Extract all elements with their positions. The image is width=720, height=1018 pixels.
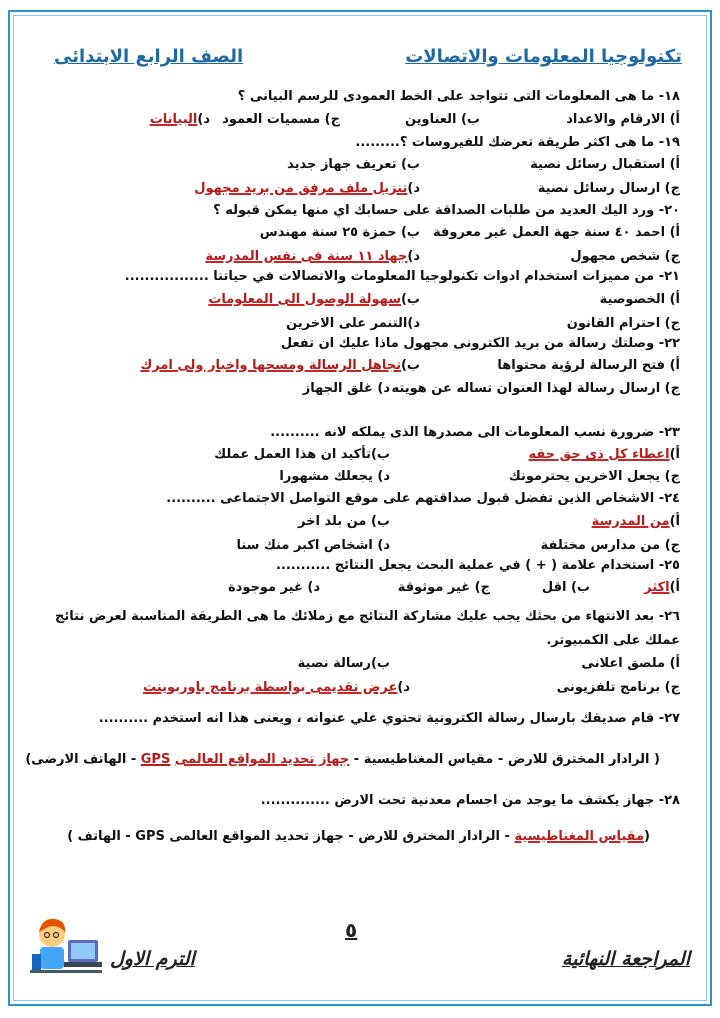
correct-answer: تجاهل الرسالة ومسحها واخبار ولى امرك	[140, 358, 401, 373]
question-19	[34, 134, 680, 151]
question-18	[34, 88, 680, 105]
option-a: أ)اعطاء كل ذى حق حقه	[528, 447, 680, 462]
option-b: ب)تجاهل الرسالة ومسحها واخبار ولى امرك	[140, 358, 420, 373]
option-c: ج) مسميات العمود	[222, 112, 340, 127]
option-d: د)جهاد ١١ سنة فى نفس المدرسة	[205, 249, 420, 264]
correct-answer: سهولة الوصول الى المعلومات	[208, 292, 401, 307]
correct-answer: من المدرسة	[591, 514, 670, 529]
question-23	[34, 424, 680, 441]
question-26	[34, 605, 680, 653]
gps-label: GPS	[135, 829, 165, 844]
option-c: ج) غير موثوقة	[397, 580, 490, 595]
option-b: ب)سهولة الوصول الى المعلومات	[208, 292, 420, 307]
option-a: أ) ملصق اعلانى	[581, 656, 680, 671]
option-d: د) غلق الجهاز	[302, 381, 390, 396]
option-3: جهاز تحديد المواقع العالمى	[169, 829, 344, 844]
question-text: ١٩- ما هى اكثر طريقة تعرضك للفيروسات ؟.........	[355, 135, 680, 150]
question-text: ٢٧- قام صديقك بارسال رسالة الكترونية تحتوي علي عنوانه ، ويعنى هذا انه استخدم ..........	[98, 711, 680, 726]
option-d: د)التنمر على الاخرين	[286, 316, 420, 331]
correct-answer: جهاد ١١ سنة فى نفس المدرسة	[205, 249, 408, 264]
option-2: مقياس المغناطيسية	[363, 752, 494, 767]
question-text: ١٨- ما هى المعلومات التى تتواجد على الخط العمودى للرسم البيانى ؟	[237, 89, 680, 104]
correct-answer: عرض تقديمى بواسطة برنامج باوربوينت	[143, 680, 398, 695]
separator: -	[348, 829, 354, 844]
question-text: ٢٠- ورد اليك العديد من طلبات الصداقة على حسابك اي منها يمكن قبوله ؟	[213, 203, 680, 218]
option-d: د) اشخاص اكبر منك سنا	[236, 538, 390, 553]
question-text: ٢٣- ضرورة نسب المعلومات الى مصدرها الذى يملكه لانه ..........	[270, 425, 680, 440]
student-clipart-icon	[28, 910, 104, 980]
option-a: أ)من المدرسة	[591, 514, 680, 529]
option-4: - الهاتف الارضى)	[25, 752, 137, 767]
correct-answer: تنزيل ملف مرفق من بريد مجهول	[194, 181, 408, 196]
option-d: د) يجعلك مشهورا	[279, 469, 390, 484]
option-c: ج) برنامج تلفزيونى	[556, 680, 680, 695]
option-b: ب) العناوين	[404, 112, 480, 127]
option-a: أ) فتح الرسالة لرؤية محتواها	[497, 358, 680, 373]
paren: (	[644, 829, 650, 844]
correct-answer: جهاز تحديد المواقع العالمى	[174, 752, 350, 767]
separator: -	[497, 752, 504, 767]
option-a: أ) الخصوصية	[599, 292, 680, 307]
question-20	[34, 202, 680, 219]
option-4: - الهاتف )	[67, 829, 131, 844]
option-c: ج) شخص مجهول	[570, 249, 680, 264]
option-d: د)عرض تقديمى بواسطة برنامج باوربوينت	[143, 680, 410, 695]
question-text: ٢٢- وصلتك رسالة من بريد الكترونى مجهول ماذا عليك ان تفعل	[280, 336, 680, 351]
option-d: د)تنزيل ملف مرفق من بريد مجهول	[194, 181, 420, 196]
option-c: ج) احترام القانون	[566, 316, 680, 331]
option-b: ب)تأكيد ان هذا العمل عملك	[214, 447, 390, 462]
correct-answer: البيانات	[149, 112, 198, 127]
question-text: ٢١- من مميزات استخدام ادوات تكنولوجيا المعلومات والاتصالات في حياتنا .................	[124, 269, 680, 284]
question-21	[34, 268, 680, 285]
option-d: د)البيانات	[149, 112, 210, 127]
question-text: ٢٤- الاشخاص الذين تفضل قبول صداقتهم على موقع التواصل الاجتماعى ..........	[166, 491, 680, 506]
option-c: ج) ارسال رسالة لهذا العنوان تساله عن هويته	[391, 381, 680, 396]
question-text: ٢٨- جهاز يكشف ما يوجد من اجسام معدنية تحت الارض ..............	[260, 793, 680, 808]
question-text: ٢٥- استخدام علامة ( + ) في عملية البحث يجعل النتائج ...........	[275, 558, 680, 573]
options-row	[67, 829, 650, 844]
option-2: - الرادار المخترق للارض	[358, 829, 510, 844]
question-24	[34, 490, 680, 507]
question-28	[34, 792, 680, 809]
question-22	[34, 335, 680, 352]
footer-term: الترم الاول	[110, 948, 195, 970]
question-25	[34, 557, 680, 574]
question-27	[34, 710, 680, 727]
option-a: أ) الارقام والاعداد	[566, 112, 680, 127]
option-a: أ)اكثر	[644, 580, 680, 595]
grade-title: الصف الرابع الابتدائى	[54, 46, 244, 67]
option-b: ب) من بلد اخر	[298, 514, 390, 529]
correct-answer: اعطاء كل ذى حق حقه	[528, 447, 670, 462]
correct-answer: مقياس المغناطيسية	[514, 829, 645, 844]
subject-title: تكنولوجيا المعلومات والاتصالات	[405, 46, 682, 67]
option-c: ج) من مدارس مختلفة	[540, 538, 680, 553]
separator: -	[353, 752, 360, 767]
question-text: ٢٦- بعد الانتهاء من بحثك يجب عليك مشاركة النتائج مع زملائك ما هى الطريقة المناسبة لعرض نتائج عملك على الكمبيوتر.	[55, 609, 680, 648]
option-b: ب) اقل	[541, 580, 590, 595]
page-number: ٥	[345, 918, 358, 942]
option-d: د) غير موجودة	[227, 580, 320, 595]
correct-answer: اكثر	[644, 580, 670, 595]
option-1: ( الرادار المخترق للارض	[507, 752, 660, 767]
option-c: ج) يجعل الاخرين يحترمونك	[508, 469, 680, 484]
option-a: أ) استقبال رسائل نصية	[530, 157, 680, 172]
footer-title: المراجعة النهائية	[561, 948, 690, 970]
gps-label: GPS	[140, 752, 171, 767]
option-b: ب) حمزة ٢٥ سنة مهندس	[259, 225, 420, 240]
option-b: ب)رسالة نصية	[297, 656, 390, 671]
options-row	[25, 752, 660, 767]
option-c: ج) ارسال رسائل نصية	[537, 181, 680, 196]
option-b: ب) تعريف جهاز جديد	[287, 157, 420, 172]
option-a: أ) احمد ٤٠ سنة جهة العمل غير معروفة	[432, 225, 680, 240]
